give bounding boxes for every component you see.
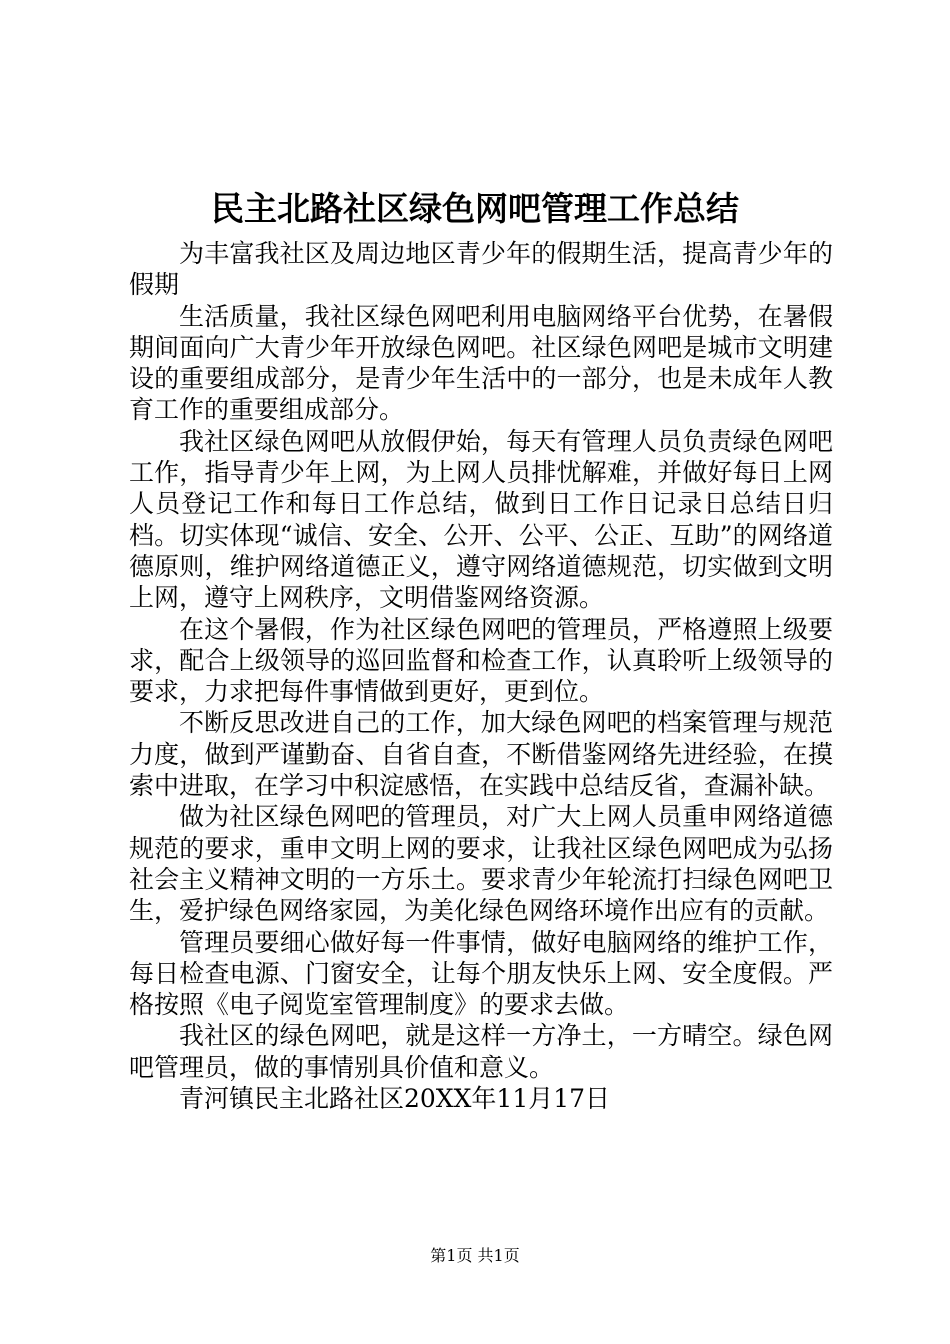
paragraph: 在这个暑假，作为社区绿色网吧的管理员，严格遵照上级要求，配合上级领导的巡回监督和检查工作，认真聆听上级领导的要求，力求把每件事情做到更好，更到位。: [129, 614, 833, 707]
paragraph: 管理员要细心做好每一件事情，做好电脑网络的维护工作，每日检查电源、门窗安全，让每个朋友快乐上网、安全度假。严格按照《电子阅览室管理制度》的要求去做。: [129, 927, 833, 1020]
paragraph: 我社区绿色网吧从放假伊始，每天有管理人员负责绿色网吧工作，指导青少年上网，为上网人员排忧解难，并做好每日上网人员登记工作和每日工作总结，做到日工作日记录日总结日归档。切实体现“诚信、安全、公开、公平、公正、互助”的网络道德原则，维护网络道德正义，遵守网络道德规范，切实做到文明上网，遵守上网秩序，文明借鉴网络资源。: [129, 426, 833, 613]
paragraph: 我社区的绿色网吧，就是这样一方净土，一方晴空。绿色网吧管理员，做的事情别具价值和意义。: [129, 1021, 833, 1082]
paragraph: 不断反思改进自己的工作，加大绿色网吧的档案管理与规范力度，做到严谨勤奋、自省自查，不断借鉴网络先进经验，在摸索中进取，在学习中积淀感悟，在实践中总结反省，查漏补缺。: [129, 708, 833, 801]
signature-date: 青河镇民主北路社区20XX年11月17日: [179, 1084, 611, 1114]
document-title: 民主北路社区绿色网吧管理工作总结: [211, 189, 739, 228]
page-footer: 第1页 共1页: [430, 1246, 520, 1265]
paragraph: 生活质量，我社区绿色网吧利用电脑网络平台优势，在暑假期间面向广大青少年开放绿色网吧。社区绿色网吧是城市文明建设的重要组成部分，是青少年生活中的一部分，也是未成年人教育工作的重要组成部分。: [129, 301, 833, 425]
paragraph: 为丰富我社区及周边地区青少年的假期生活，提高青少年的假期: [129, 239, 833, 300]
document-body: [129, 238, 833, 1114]
paragraph: 做为社区绿色网吧的管理员，对广大上网人员重申网络道德规范的要求，重申文明上网的要求，让我社区绿色网吧成为弘扬社会主义精神文明的一方乐土。要求青少年轮流打扫绿色网吧卫生，爱护绿色网络家园，为美化绿色网络环境作出应有的贡献。: [129, 802, 833, 926]
